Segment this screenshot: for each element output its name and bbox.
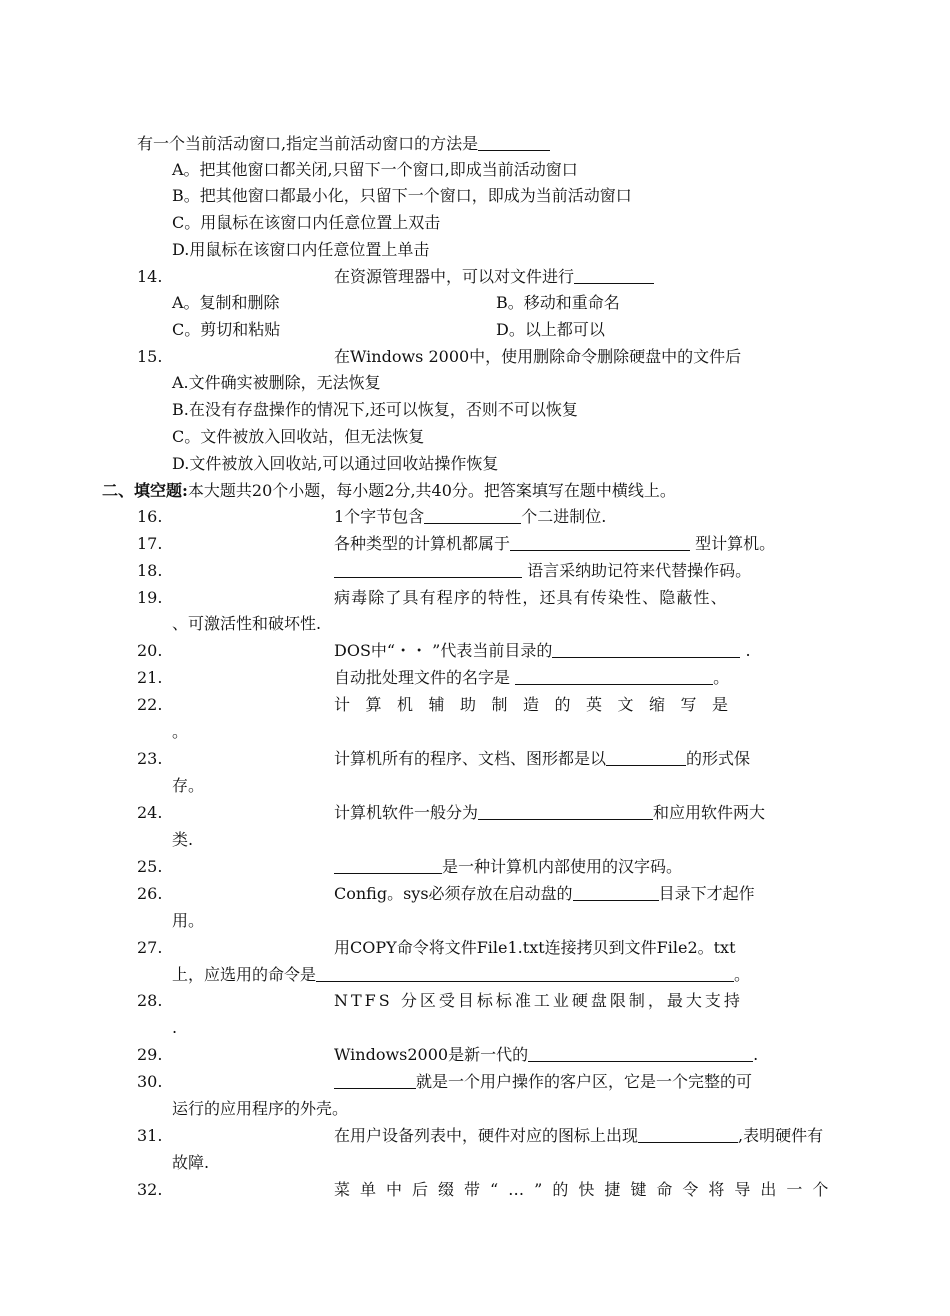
q26-line-2: 用。 [172,911,205,930]
q27-number: 27. [137,938,163,957]
q21-pre: 自动批处理文件的名字是 [334,668,516,687]
q21-answer-blank [515,668,713,685]
q14-answer-blank [574,267,654,284]
q25-line [334,856,682,878]
q25-number: 25. [137,857,163,876]
q23-line-1 [334,748,750,770]
q16-post: 个二进制位. [521,507,607,526]
q14-option-d: D。以上都可以 [496,320,605,339]
q28-line-2: . [172,1018,178,1037]
q16-answer-blank [424,507,521,524]
q15-option-d: D.文件被放入回收站,可以通过回收站操作恢复 [172,454,499,473]
q27-line-1: 用COPY命令将文件File1.txt连接拷贝到文件File2。txt [334,938,736,957]
q20-post: . [740,641,751,660]
q17-pre: 各种类型的计算机都属于 [334,534,511,553]
q28-line-1: NTFS 分区受目标标准工业硬盘限制，最大支持 [334,991,743,1010]
q17-number: 17. [137,534,163,553]
q26-answer-blank [573,884,659,901]
q26-pre: Config。sys必须存放在启动盘的 [334,884,573,903]
q14-option-c: C。剪切和粘贴 [172,320,281,339]
q16-number: 16. [137,507,163,526]
q22-number: 22. [137,695,163,714]
q31-number: 31. [137,1126,163,1145]
q32-number: 32. [137,1180,163,1199]
q14-stem-line [334,266,654,288]
q14-option-b: B。移动和重命名 [496,293,620,312]
q27-post: 。 [734,965,751,984]
q19-number: 19. [137,588,163,607]
section-2-title: 二、填空题: [102,481,188,500]
q29-answer-blank [528,1045,753,1062]
q13-stem-line [137,133,550,155]
q14-stem: 在资源管理器中，可以对文件进行 [334,267,575,286]
q14-option-a: A。复制和删除 [172,293,280,312]
q29-pre: Windows2000是新一代的 [334,1045,529,1064]
q17-line [334,533,775,555]
q31-post: ,表明硬件有 [738,1126,824,1145]
q26-line-1 [334,883,755,905]
q18-number: 18. [137,561,163,580]
q30-post: 就是一个用户操作的客户区，它是一个完整的可 [416,1072,753,1091]
q23-number: 23. [137,749,163,768]
q13-option-c: C。用鼠标在该窗口内任意位置上双击 [172,213,441,232]
q13-option-d: D.用鼠标在该窗口内任意位置上单击 [172,240,430,259]
q32-line-1: 菜单中后缀带“…”的快捷键命令将导出一个 [334,1180,839,1199]
q27-line-2 [172,964,750,986]
q22-line-1: 计算机辅助制造的英文缩写是 [334,695,744,714]
q27-pre: 上，应选用的命令是 [172,965,317,984]
q13-stem: 有一个当前活动窗口,指定当前活动窗口的方法是 [137,134,479,153]
q26-number: 26. [137,884,163,903]
q20-answer-blank [552,641,740,658]
q23-answer-blank [606,749,686,766]
q17-post: 型计算机。 [690,534,776,553]
q18-answer-blank [334,561,522,578]
q19-line-2: 、可激活性和破坏性. [172,614,322,633]
q15-option-b: B.在没有存盘操作的情况下,还可以恢复，否则不可以恢复 [172,400,578,419]
q15-option-c: C。文件被放入回收站，但无法恢复 [172,427,425,446]
q29-line [334,1044,758,1066]
section-2-heading [102,480,676,502]
q14-number: 14. [137,267,163,286]
q24-answer-blank [478,803,653,820]
q15-number: 15. [137,347,163,366]
q13-option-b: B。把其他窗口都最小化，只留下一个窗口，即成为当前活动窗口 [172,186,632,205]
q25-post: 是一种计算机内部使用的汉字码。 [442,857,683,876]
q18-post: 语言采纳助记符来代替操作码。 [522,561,752,580]
q26-post: 目录下才起作 [658,884,755,903]
q24-line-1 [334,802,765,824]
q23-pre: 计算机所有的程序、文档、图形都是以 [334,749,607,768]
q31-pre: 在用户设备列表中，硬件对应的图标上出现 [334,1126,639,1145]
section-2-description: 本大题共20个小题，每小题2分,共40分。把答案填写在题中横线上。 [187,481,676,500]
q19-line-1: 病毒除了具有程序的特性，还具有传染性、隐蔽性、 [334,588,728,607]
q20-number: 20. [137,641,163,660]
q16-line [334,506,606,528]
q25-answer-blank [334,857,442,874]
q21-line [334,667,729,689]
q16-pre: 1个字节包含 [334,507,425,526]
q31-line-1 [334,1125,823,1147]
q31-answer-blank [638,1126,738,1143]
q15-option-a: A.文件确实被删除，无法恢复 [172,373,381,392]
q24-line-2: 类. [172,830,194,849]
q30-answer-blank [334,1072,416,1089]
q18-line [334,560,751,582]
q30-number: 30. [137,1072,163,1091]
q30-line-2: 运行的应用程序的外壳。 [172,1099,349,1118]
q29-post: . [753,1045,759,1064]
q29-number: 29. [137,1045,163,1064]
q24-number: 24. [137,803,163,822]
q17-answer-blank [510,534,690,551]
q15-stem: 在Windows 2000中，使用删除命令删除硬盘中的文件后 [334,347,742,366]
q22-line-2: 。 [172,722,189,741]
q31-line-2: 故障. [172,1153,210,1172]
q27-answer-blank [316,965,734,982]
q28-number: 28. [137,991,163,1010]
q30-line-1 [334,1071,752,1093]
q20-pre: DOS中“・・ ”代表当前目录的 [334,641,553,660]
q20-line [334,640,751,662]
q21-number: 21. [137,668,163,687]
q13-option-a: A。把其他窗口都关闭,只留下一个窗口,即成当前活动窗口 [172,160,578,179]
q21-post: 。 [713,668,730,687]
q13-answer-blank [478,134,550,151]
q24-pre: 计算机软件一般分为 [334,803,479,822]
q23-post: 的形式保 [686,749,751,768]
q23-line-2: 存。 [172,776,205,795]
q24-post: 和应用软件两大 [653,803,766,822]
